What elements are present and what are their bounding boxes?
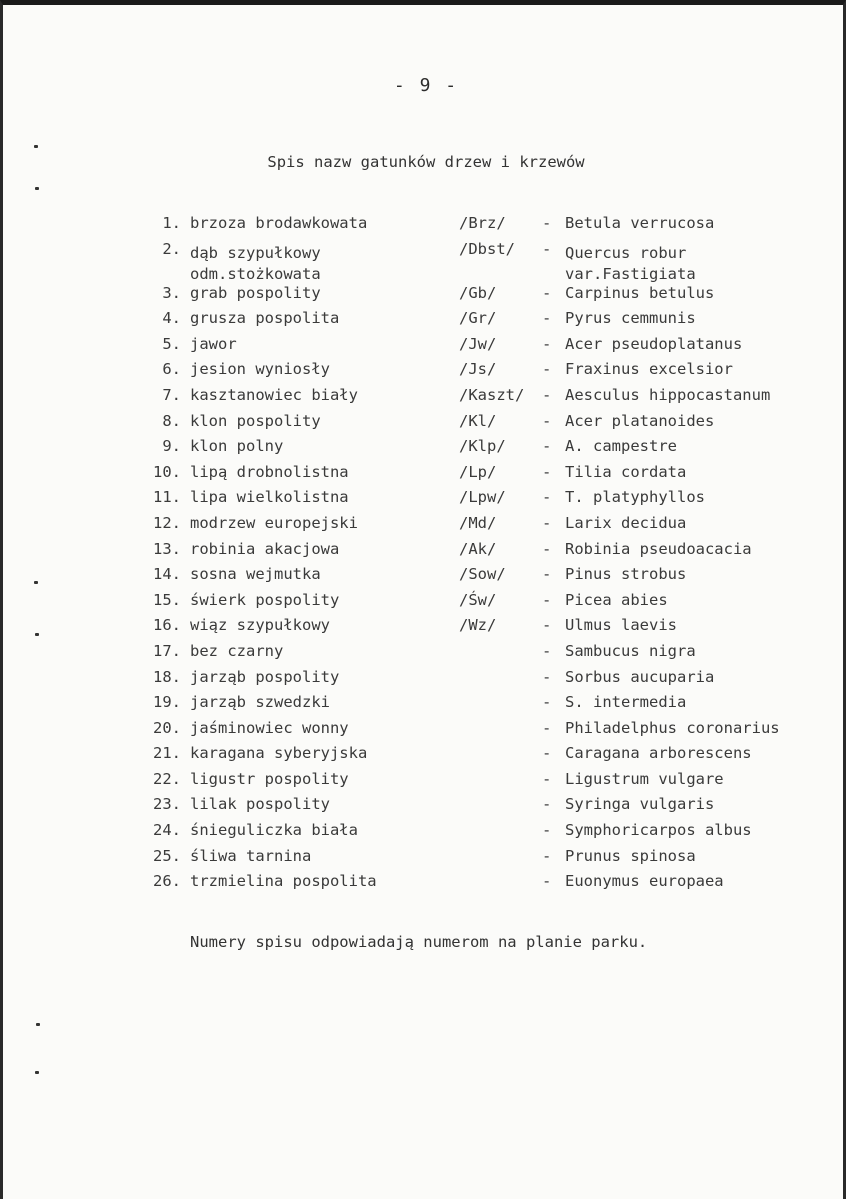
list-item [3, 642, 846, 668]
page-number: - 9 - [393, 75, 459, 96]
list-item [3, 693, 846, 719]
item-number: 1. [162, 214, 181, 232]
polish-name [190, 335, 237, 353]
polish-name-line: klon polny [190, 437, 284, 456]
polish-name-line: grab pospolity [190, 283, 321, 302]
polish-name-line: grusza pospolita [190, 309, 340, 328]
polish-name [190, 719, 349, 737]
latin-name-line: Syringa vulgaris [565, 795, 715, 814]
separator-dash: - [542, 214, 552, 232]
list-item [3, 309, 846, 335]
item-number: 24. [153, 821, 181, 840]
latin-name [565, 693, 686, 711]
separator-dash: - [542, 334, 552, 353]
item-number: 8. [162, 411, 181, 430]
latin-name-line: Philadelphus coronarius [565, 718, 780, 737]
list-item [3, 719, 846, 745]
list-item [3, 872, 846, 898]
abbreviation: /Gr/ [459, 309, 497, 328]
list-item [3, 795, 846, 821]
latin-name [565, 642, 696, 660]
list-item [3, 335, 846, 361]
latin-name [565, 668, 714, 686]
list-item [3, 668, 846, 694]
separator-dash: - [542, 309, 552, 328]
list-item [3, 240, 846, 284]
separator-dash: - [542, 667, 552, 686]
list-item [3, 847, 846, 873]
separator-dash: - [542, 565, 552, 584]
latin-name [565, 540, 752, 558]
latin-name-line: Sorbus aucuparia [565, 667, 715, 686]
item-number: 22. [153, 769, 181, 788]
abbreviation: /Lp/ [459, 462, 497, 481]
polish-name-line: brzoza brodawkowata [190, 214, 368, 232]
separator-dash: - [542, 239, 552, 258]
latin-name-line: Tilia cordata [565, 462, 687, 481]
polish-name-line: śnieguliczka biała [190, 821, 358, 840]
latin-name [565, 872, 724, 890]
item-number: 19. [153, 693, 181, 712]
latin-name-line: Quercus robur [565, 243, 687, 262]
item-number: 3. [162, 283, 181, 302]
polish-name [190, 514, 358, 532]
polish-name [190, 668, 339, 686]
list-item [3, 386, 846, 412]
list-item [3, 412, 846, 438]
polish-name-line: kasztanowiec biały [190, 385, 358, 404]
separator-dash: - [542, 360, 552, 379]
item-number: 20. [153, 718, 181, 737]
polish-name [190, 693, 330, 711]
latin-name-line: Carpinus betulus [565, 283, 715, 302]
polish-name [190, 565, 321, 583]
list-item [3, 770, 846, 796]
latin-name-line: Caragana arborescens [565, 744, 752, 763]
item-number: 18. [153, 667, 181, 686]
list-title: Spis nazw gatunków drzew i krzewów [267, 153, 585, 171]
separator-dash: - [542, 513, 552, 532]
latin-name-line: Symphoricarpos albus [565, 821, 752, 840]
polish-name [190, 412, 321, 430]
list-item [3, 540, 846, 566]
list-item [3, 744, 846, 770]
item-number: 2. [162, 239, 181, 258]
latin-name [565, 240, 696, 283]
latin-name-line: Picea abies [565, 590, 668, 609]
polish-name [190, 360, 330, 378]
separator-dash: - [542, 488, 552, 507]
list-item [3, 437, 846, 463]
latin-name-line: Aesculus hippocastanum [565, 385, 771, 404]
polish-name-line: lilak pospolity [190, 795, 330, 814]
list-item [3, 463, 846, 489]
latin-name-line: T. platyphyllos [565, 488, 705, 507]
margin-mark [35, 1071, 39, 1074]
latin-name [565, 412, 714, 430]
abbreviation: /Dbst/ [459, 239, 515, 258]
item-number: 14. [153, 565, 181, 584]
latin-name-line: Fraxinus excelsior [565, 360, 733, 379]
separator-dash: - [542, 872, 552, 891]
separator-dash: - [542, 795, 552, 814]
polish-name-line: dąb szypułkowy [190, 243, 321, 262]
latin-name [565, 770, 724, 788]
separator-dash: - [542, 693, 552, 712]
item-number: 13. [153, 539, 181, 558]
polish-name-line: jarząb pospolity [190, 667, 340, 686]
item-number: 7. [162, 385, 181, 404]
latin-name [565, 437, 677, 455]
separator-dash: - [542, 411, 552, 430]
species-list [3, 214, 846, 898]
polish-name [190, 386, 358, 404]
abbreviation: /Gb/ [459, 283, 497, 302]
polish-name [190, 795, 330, 813]
polish-name-line: klon pospolity [190, 411, 321, 430]
list-item [3, 821, 846, 847]
latin-name [565, 744, 752, 762]
polish-name-line: karagana syberyjska [190, 744, 368, 763]
polish-name [190, 821, 358, 839]
separator-dash: - [542, 283, 552, 302]
polish-name-line: sosna wejmutka [190, 565, 321, 584]
separator-dash: - [542, 846, 552, 865]
list-item [3, 360, 846, 386]
latin-name [565, 616, 677, 634]
latin-name-line: Robinia pseudoacacia [565, 539, 752, 558]
margin-mark [34, 581, 38, 584]
polish-name-line: ligustr pospolity [190, 769, 349, 788]
list-item [3, 214, 846, 240]
abbreviation: /Św/ [459, 590, 497, 609]
item-number: 25. [153, 846, 181, 865]
latin-name [565, 795, 714, 813]
list-item [3, 488, 846, 514]
item-number: 21. [153, 744, 181, 763]
item-number: 11. [153, 488, 181, 507]
abbreviation: /Sow/ [459, 565, 506, 584]
latin-name-line: Pyrus cemmunis [565, 309, 696, 328]
item-number: 12. [153, 513, 181, 532]
separator-dash: - [542, 385, 552, 404]
polish-name-line: bez czarny [190, 641, 284, 660]
polish-name-line: odm.stożkowata [190, 264, 321, 283]
item-number: 6. [162, 360, 181, 379]
separator-dash: - [542, 641, 552, 660]
margin-mark [34, 145, 38, 148]
list-item [3, 514, 846, 540]
latin-name-line: S. intermedia [565, 693, 687, 712]
separator-dash: - [542, 821, 552, 840]
latin-name [565, 463, 686, 481]
polish-name-line: modrzew europejski [190, 513, 358, 532]
polish-name-line: lipa wielkolistna [190, 488, 349, 507]
polish-name [190, 214, 367, 232]
latin-name [565, 309, 696, 327]
margin-mark [36, 1023, 40, 1026]
polish-name-line: jarząb szwedzki [190, 693, 330, 712]
margin-mark [35, 633, 39, 636]
item-number: 26. [153, 872, 181, 891]
polish-name [190, 488, 349, 506]
abbreviation: /Wz/ [459, 616, 497, 635]
polish-name [190, 744, 367, 762]
latin-name-line: Acer pseudoplatanus [565, 334, 743, 353]
item-number: 16. [153, 616, 181, 635]
latin-name-line: Prunus spinosa [565, 846, 696, 865]
latin-name [565, 565, 686, 583]
polish-name [190, 770, 349, 788]
polish-name [190, 591, 339, 609]
polish-name [190, 284, 321, 302]
polish-name-line: świerk pospolity [190, 590, 340, 609]
polish-name [190, 240, 321, 283]
latin-name-line: Ulmus laevis [565, 616, 677, 635]
item-number: 9. [162, 437, 181, 456]
item-number: 15. [153, 590, 181, 609]
polish-name-line: lipą drobnolistna [190, 462, 349, 481]
abbreviation: /Ak/ [459, 539, 497, 558]
latin-name [565, 821, 752, 839]
separator-dash: - [542, 769, 552, 788]
polish-name-line: jesion wyniosły [190, 360, 330, 379]
latin-name-line: Larix decidua [565, 513, 687, 532]
polish-name [190, 872, 377, 890]
latin-name-line: Pinus strobus [565, 565, 687, 584]
abbreviation: /Kaszt/ [459, 385, 525, 404]
polish-name-line: śliwa tarnina [190, 846, 312, 865]
latin-name [565, 488, 705, 506]
polish-name [190, 642, 283, 660]
footnote: Numery spisu odpowiadają numerom na planie parku. [190, 933, 648, 951]
latin-name [565, 214, 714, 232]
item-number: 17. [153, 641, 181, 660]
polish-name-line: robinia akacjowa [190, 539, 340, 558]
latin-name-line: Ligustrum vulgare [565, 769, 724, 788]
separator-dash: - [542, 539, 552, 558]
latin-name-line: A. campestre [565, 437, 677, 456]
polish-name-line: wiąz szypułkowy [190, 616, 330, 635]
latin-name [565, 386, 770, 404]
polish-name [190, 437, 283, 455]
abbreviation: /Jw/ [459, 334, 497, 353]
item-number: 5. [162, 334, 181, 353]
latin-name [565, 284, 714, 302]
separator-dash: - [542, 437, 552, 456]
separator-dash: - [542, 462, 552, 481]
item-number: 10. [153, 462, 181, 481]
list-item [3, 616, 846, 642]
polish-name-line: trzmielina pospolita [190, 872, 377, 891]
abbreviation: /Klp/ [459, 437, 506, 456]
polish-name-line: jaśminowiec wonny [190, 718, 349, 737]
separator-dash: - [542, 718, 552, 737]
list-item [3, 591, 846, 617]
polish-name-line: jawor [190, 334, 237, 353]
item-number: 23. [153, 795, 181, 814]
latin-name-line: var.Fastigiata [565, 264, 696, 283]
polish-name [190, 616, 330, 634]
polish-name [190, 847, 311, 865]
latin-name-line: Sambucus nigra [565, 641, 696, 660]
latin-name-line: Acer platanoides [565, 411, 715, 430]
item-number: 4. [162, 309, 181, 328]
abbreviation: /Js/ [459, 360, 497, 379]
separator-dash: - [542, 616, 552, 635]
polish-name [190, 463, 349, 481]
abbreviation: /Md/ [459, 513, 497, 532]
margin-mark [35, 187, 39, 190]
latin-name-line: Euonymus europaea [565, 872, 724, 891]
latin-name-line: Betula verrucosa [565, 214, 715, 232]
polish-name [190, 540, 339, 558]
list-item [3, 284, 846, 310]
list-item [3, 565, 846, 591]
polish-name [190, 309, 339, 327]
latin-name [565, 335, 742, 353]
latin-name [565, 360, 733, 378]
abbreviation: /Brz/ [459, 214, 506, 232]
latin-name [565, 847, 696, 865]
separator-dash: - [542, 744, 552, 763]
abbreviation: /Kl/ [459, 411, 497, 430]
separator-dash: - [542, 590, 552, 609]
latin-name [565, 514, 686, 532]
latin-name [565, 719, 780, 737]
abbreviation: /Lpw/ [459, 488, 506, 507]
latin-name [565, 591, 668, 609]
